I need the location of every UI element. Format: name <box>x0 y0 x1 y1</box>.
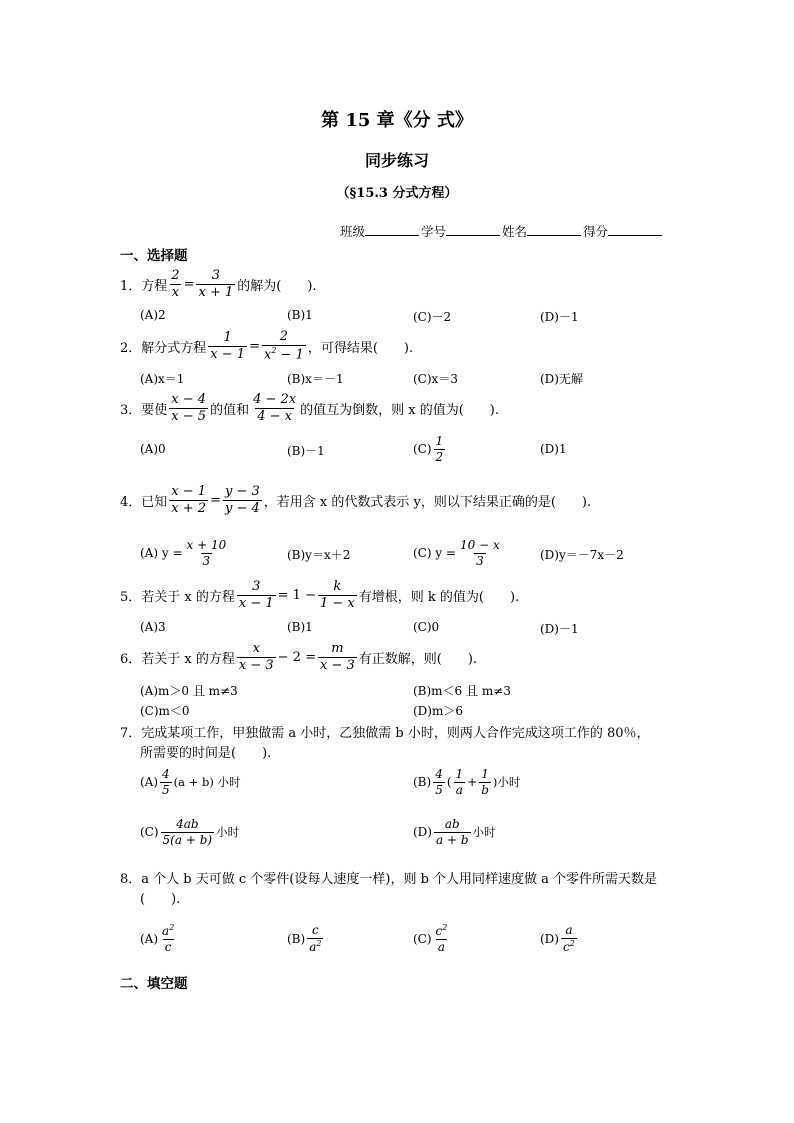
q7-option-b-fraction-b: $\frac{1}{b}$ <box>481 766 489 797</box>
student-info-line <box>340 222 664 240</box>
score-blank[interactable] <box>608 223 662 236</box>
q8-line-1: a 个人 b 天可做 c 个零件(设每人速度一样)，则 b 个人用同样速度做 a 个零件所需天数是 <box>141 872 658 887</box>
q3-option-c[interactable]: (C) $\frac{1}{2}$ <box>413 433 444 464</box>
q3-fraction-left: $\frac{x - 4}{x - 5}$ <box>171 391 207 424</box>
class-label: 班级 <box>340 224 366 239</box>
q2-fraction-left: $\frac{1}{x - 1}$ <box>210 329 246 362</box>
q6-option-d[interactable]: (D)m＞6 <box>413 704 463 718</box>
q7-option-c[interactable]: (C) $\frac{4ab}{5(a + b)}$ 小时 <box>140 816 240 847</box>
q5-option-a[interactable]: (A)3 <box>140 620 166 634</box>
q1-prefix: 方程 <box>141 278 168 294</box>
q5-option-b[interactable]: (B)1 <box>287 620 313 634</box>
section-choice-heading: 一、选择题 <box>120 248 188 264</box>
q8-option-a[interactable]: (A) $\frac{a^2}{c}$ <box>140 923 175 954</box>
q8-line-2: ( ). <box>140 892 181 907</box>
q3-option-d[interactable]: (D)1 <box>540 442 567 456</box>
q2-option-c[interactable]: (C)x＝3 <box>413 372 458 386</box>
q4-fraction-right: $\frac{y - 3}{y - 4}$ <box>224 483 260 516</box>
q8-option-b-fraction: $\frac{c}{a^2}$ <box>309 923 322 954</box>
q6-option-c[interactable]: (C)m＜0 <box>140 704 190 718</box>
q6-fraction-right: $\frac{m}{x - 3}$ <box>319 640 355 673</box>
q5-prefix: 若关于 x 的方程 <box>141 589 235 605</box>
q7-option-d[interactable]: (D) $\frac{ab}{a + b}$ 小时 <box>413 816 496 847</box>
q4-number: 4． <box>120 494 142 510</box>
class-blank[interactable] <box>365 223 419 236</box>
q2-equals: = <box>249 338 260 354</box>
q2-prefix: 解分式方程 <box>141 340 207 356</box>
q4-prefix: 已知 <box>141 494 168 510</box>
q8-option-c[interactable]: (C) $\frac{c^2}{a}$ <box>413 923 448 954</box>
question-4 <box>120 480 591 520</box>
q1-equals: = <box>183 276 195 292</box>
q5-suffix: 有增根，则 k 的值为( ). <box>358 589 520 605</box>
q1-option-b[interactable]: (B)1 <box>287 308 313 322</box>
q3-fraction-right: $\frac{4 - 2x}{4 - x}$ <box>253 391 297 424</box>
student-number-blank[interactable] <box>446 223 500 236</box>
q7-line-2: 所需要的时间是( ). <box>140 746 272 761</box>
q3-suffix: 的值互为倒数，则 x 的值为( ). <box>300 402 499 418</box>
q2-number: 2． <box>120 340 142 356</box>
q3-option-c-fraction: $\frac{1}{2}$ <box>435 433 444 464</box>
q1-fraction-left: $\frac{2}{x}$ <box>171 267 180 300</box>
q2-option-d[interactable]: (D)无解 <box>540 372 583 386</box>
q7-option-c-fraction: $\frac{4ab}{5(a + b)}$ <box>162 816 213 847</box>
q6-equals: − 2 = <box>277 649 316 665</box>
q6-fraction-left: $\frac{x}{x - 3}$ <box>238 640 274 673</box>
q2-option-b[interactable]: (B)x＝－1 <box>287 372 344 386</box>
q5-option-c[interactable]: (C)0 <box>413 620 440 634</box>
section-fill-heading: 二、填空题 <box>120 976 188 992</box>
chapter-title: 第 15 章《分 式》 <box>321 110 473 131</box>
q2-fraction-right: $\frac{2}{x^2 - 1}$ <box>263 329 304 363</box>
q3-option-b[interactable]: (B)－1 <box>287 444 325 458</box>
question-5 <box>120 575 519 615</box>
q8-option-d-fraction: $\frac{a}{c^2}$ <box>562 923 575 954</box>
score-label: 得分 <box>583 224 609 239</box>
q3-option-a[interactable]: (A)0 <box>140 442 166 456</box>
q1-suffix: 的解为( ). <box>237 278 317 294</box>
q8-option-c-fraction: $\frac{c^2}{a}$ <box>435 923 448 954</box>
q3-number: 3． <box>120 402 142 418</box>
q2-suffix: ，可得结果( ). <box>307 340 414 356</box>
q8-number: 8． <box>120 872 142 887</box>
q8-option-b[interactable]: (B) $\frac{c}{a^2}$ <box>287 923 322 954</box>
q7-line-1: 完成某项工作，甲独做需 a 小时，乙独做需 b 小时，则两人合作完成这项工作的 80％， <box>141 726 650 741</box>
q6-suffix: 有正数解，则( ). <box>358 651 478 667</box>
question-1 <box>120 264 317 304</box>
q4-equals: = <box>210 492 221 508</box>
q7-number: 7． <box>120 726 142 741</box>
q3-prefix: 要使 <box>141 402 168 418</box>
q1-option-d[interactable]: (D)－1 <box>540 310 579 324</box>
question-8 <box>120 868 657 887</box>
student-number-label: 学号 <box>421 224 447 239</box>
name-label: 姓名 <box>502 224 528 239</box>
q7-option-b-fraction-a: $\frac{1}{a}$ <box>455 766 464 797</box>
q1-number: 1． <box>120 278 142 294</box>
q7-option-a[interactable]: (A) $\frac{4}{5}$ (a + b) 小时 <box>140 766 241 797</box>
q5-fraction-right: $\frac{k}{1 - x}$ <box>319 578 355 611</box>
page-subtitle: 同步练习 <box>364 151 429 170</box>
q6-number: 6． <box>120 651 142 667</box>
q4-suffix: ，若用含 x 的代数式表示 y，则以下结果正确的是( ). <box>263 494 592 510</box>
q7-option-b[interactable]: (B) $\frac{4}{5}$ ( $\frac{1}{a}$ + $\frac{1}{b}$ )小时 <box>413 766 521 797</box>
q8-option-d[interactable]: (D) $\frac{a}{c^2}$ <box>540 923 575 954</box>
q5-option-d[interactable]: (D)－1 <box>540 622 579 636</box>
q4-option-a[interactable]: (A) y = $\frac{x + 10}{3}$ <box>140 537 227 568</box>
q4-option-a-fraction: $\frac{x + 10}{3}$ <box>186 537 227 568</box>
q4-fraction-left: $\frac{x - 1}{x + 2}$ <box>171 483 207 516</box>
q1-option-a[interactable]: (A)2 <box>140 308 166 322</box>
name-blank[interactable] <box>527 223 581 236</box>
q1-option-c[interactable]: (C)－2 <box>413 310 452 324</box>
q4-option-b[interactable]: (B)y＝x＋2 <box>287 548 351 562</box>
q2-option-a[interactable]: (A)x＝1 <box>140 372 185 386</box>
q7-option-d-fraction: $\frac{ab}{a + b}$ <box>435 816 469 847</box>
q3-middle: 的值和 <box>210 402 250 418</box>
q8-option-a-fraction: $\frac{a^2}{c}$ <box>162 923 175 954</box>
q6-option-a[interactable]: (A)m＞0 且 m≠3 <box>140 684 238 698</box>
q4-option-d[interactable]: (D)y＝－7x－2 <box>540 548 624 562</box>
q5-equals: = 1 − <box>277 587 316 603</box>
q6-prefix: 若关于 x 的方程 <box>141 651 235 667</box>
q4-option-c-fraction: $\frac{10 - x}{3}$ <box>460 537 500 568</box>
question-7 <box>120 722 650 741</box>
question-2 <box>120 326 413 366</box>
q6-option-b[interactable]: (B)m＜6 且 m≠3 <box>413 684 511 698</box>
q1-fraction-right: $\frac{3}{x + 1}$ <box>198 267 234 300</box>
question-3 <box>120 388 499 428</box>
question-6 <box>120 637 477 677</box>
q5-fraction-left: $\frac{3}{x - 1}$ <box>238 578 274 611</box>
q7-option-a-fraction: $\frac{4}{5}$ <box>162 766 170 797</box>
q4-option-c[interactable]: (C) y = $\frac{10 - x}{3}$ <box>413 537 500 568</box>
section-heading: （§15.3 分式方程） <box>336 186 458 201</box>
q7-option-b-fraction: $\frac{4}{5}$ <box>435 766 443 797</box>
q5-number: 5． <box>120 589 142 605</box>
